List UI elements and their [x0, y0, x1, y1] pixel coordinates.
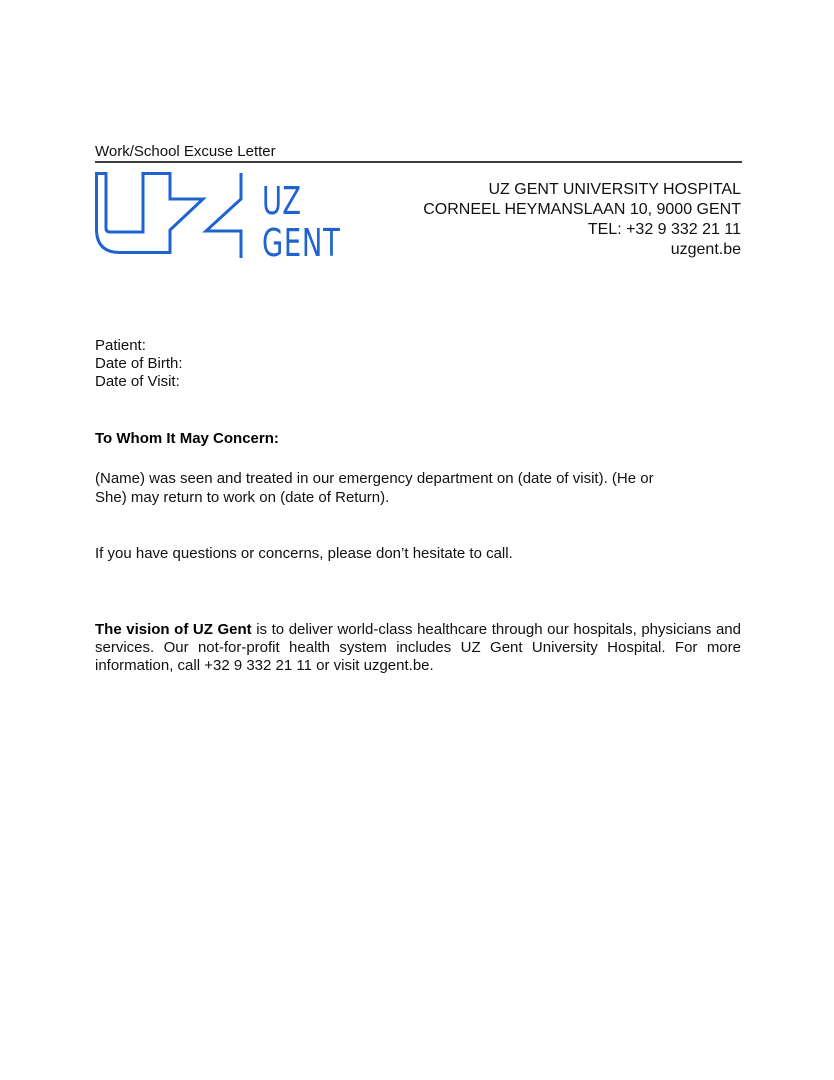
field-date-of-visit: Date of Visit: [95, 373, 180, 390]
letter-body-line-1: (Name) was seen and treated in our emergency department on (date of visit). (He or [95, 470, 654, 487]
hospital-website: uzgent.be [670, 241, 741, 258]
logo-text-uz: UZ [262, 179, 302, 223]
vision-bold-lead: The vision of UZ Gent [95, 621, 252, 638]
field-patient: Patient: [95, 337, 146, 354]
letter-body [95, 469, 725, 507]
document-title: Work/School Excuse Letter [95, 143, 276, 160]
field-date-of-birth: Date of Birth: [95, 355, 183, 372]
logo-text-gent: GENT [262, 221, 341, 265]
hospital-street: CORNEEL HEYMANSLAAN 10, 9000 GENT [423, 201, 741, 218]
vision-statement [95, 621, 741, 675]
patient-info-fields [95, 337, 183, 391]
hospital-address-block [423, 180, 741, 260]
header-divider [95, 161, 742, 163]
vision-text: is to deliver world-class healthcare through our hospitals, physicians and services. Our not-for-profit health system includes UZ Gent University Hospital. For more information, call +32 9 332 21 11 or visit uzgent.be. [95, 621, 741, 674]
letter-body-line-2: She) may return to work on (date of Return). [95, 489, 390, 506]
letter-closing: If you have questions or concerns, please don’t hesitate to call. [95, 545, 513, 562]
logo-wordmark [262, 180, 341, 264]
hospital-name: UZ GENT UNIVERSITY HOSPITAL [488, 181, 741, 198]
hospital-phone: TEL: +32 9 332 21 11 [587, 221, 741, 238]
salutation: To Whom It May Concern: [95, 430, 279, 447]
